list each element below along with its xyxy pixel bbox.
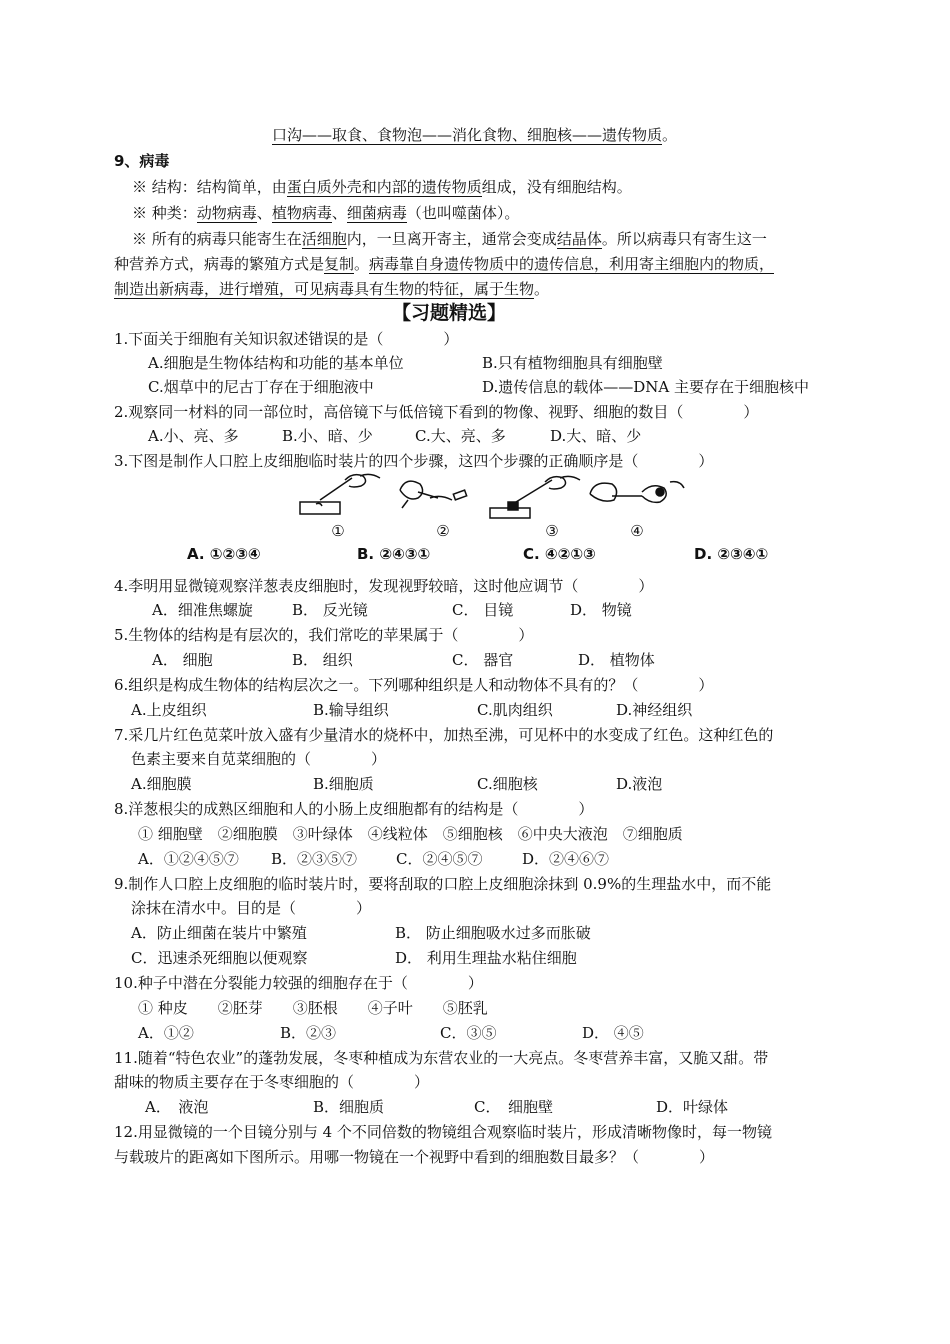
- virus-para2-u2: 病毒靠自身遗传物质中的遗传信息，利用寄主细胞内的物质，: [369, 255, 775, 273]
- question-8-option-b[interactable]: B．②③⑤⑦: [271, 850, 358, 868]
- virus-para-line1: [132, 228, 767, 250]
- question-10-option-a[interactable]: A．①②: [138, 1024, 194, 1042]
- virus-para2-u1: 复制: [324, 255, 355, 273]
- question-1-stem: 1.下面关于细胞有关知识叙述错误的是（ ）: [114, 330, 459, 348]
- question-9-option-d[interactable]: D． 利用生理盐水粘住细胞: [395, 949, 577, 967]
- step-4-label: ④: [630, 522, 644, 540]
- virus-para-line3: [114, 278, 549, 300]
- question-2-option-b[interactable]: B.小、暗、少: [282, 427, 373, 445]
- question-1-option-d[interactable]: D.遗传信息的载体——DNA 主要存在于细胞核中: [482, 378, 810, 396]
- question-10-option-b[interactable]: B．②③: [280, 1024, 337, 1042]
- question-11-option-b[interactable]: B．细胞质: [313, 1098, 385, 1116]
- virus-types-post: （也叫噬菌体）。: [406, 204, 520, 222]
- question-11-stem-cont: 甜味的物质主要存在于冬枣细胞的（ ）: [114, 1073, 430, 1091]
- virus-para-post: 。所以病毒只有寄生这一: [601, 230, 767, 248]
- question-7-stem: 7.采几片红色苋菜叶放入盛有少量清水的烧杯中，加热至沸，可见杯中的水变成了红色。这种红色的: [114, 726, 774, 744]
- question-5-option-c[interactable]: C． 器官: [452, 651, 514, 669]
- question-4-option-a[interactable]: A．细准焦螺旋: [152, 601, 253, 619]
- virus-type-animal: 动物病毒: [196, 204, 257, 222]
- virus-types-line: [132, 202, 519, 224]
- question-3-option-b[interactable]: B. ②④③①: [357, 545, 431, 563]
- step-1-label: ①: [331, 522, 345, 540]
- question-9-option-a[interactable]: A．防止细菌在装片中繁殖: [131, 924, 307, 942]
- question-12-stem-cont: 与载玻片的距离如下图所示。用哪一物镜在一个视野中看到的细胞数目最多？（ ）: [114, 1148, 715, 1166]
- question-1-option-b[interactable]: B.只有植物细胞具有细胞壁: [482, 354, 663, 372]
- q3-figure: [290, 470, 710, 542]
- step-4-drawing: [590, 482, 684, 503]
- virus-type-plant: 植物病毒: [271, 204, 332, 222]
- question-9-option-c[interactable]: C．迅速杀死细胞以便观察: [131, 949, 308, 967]
- question-4-option-b[interactable]: B． 反光镜: [292, 601, 368, 619]
- question-3-option-d[interactable]: D. ②③④①: [694, 545, 769, 563]
- virus-para3-end: 。: [534, 280, 550, 298]
- intro-underlined-text: 口沟——取食、食物泡——消化食物、细胞核——遗传物质: [272, 126, 663, 144]
- question-2-option-d[interactable]: D.大、暗、少: [550, 427, 642, 445]
- virus-para2-mid: 。: [354, 255, 370, 273]
- virus-para2-pre: 种营养方式，病毒的繁殖方式是: [114, 255, 325, 273]
- question-11-option-a[interactable]: A． 液泡: [145, 1098, 209, 1116]
- question-6-option-c[interactable]: C.肌肉组织: [477, 701, 553, 719]
- question-2-option-a[interactable]: A.小、亮、多: [148, 427, 239, 445]
- question-10-stem: 10.种子中潜在分裂能力较强的细胞存在于（ ）: [114, 974, 483, 992]
- virus-title: 9、病毒: [114, 152, 170, 170]
- section-title: 【习题精选】: [392, 302, 507, 324]
- question-4-stem: 4.李明用显微镜观察洋葱表皮细胞时，发现视野较暗，这时他应调节（ ）: [114, 577, 654, 595]
- question-11-option-c[interactable]: C． 细胞壁: [474, 1098, 553, 1116]
- virus-para-u2: 结晶体: [556, 230, 602, 248]
- dropper-icon: [320, 478, 352, 500]
- question-3-option-a[interactable]: A. ①②③④: [187, 545, 261, 563]
- question-10-option-c[interactable]: C．③⑤: [440, 1024, 497, 1042]
- question-4-option-d[interactable]: D． 物镜: [570, 601, 632, 619]
- question-6-option-a[interactable]: A.上皮组织: [131, 701, 207, 719]
- virus-structure-post: 组成，没有细胞结构。: [481, 178, 632, 196]
- question-5-stem: 5.生物体的结构是有层次的，我们常吃的苹果属于（ ）: [114, 626, 534, 644]
- intro-line: [272, 124, 677, 146]
- question-5-option-b[interactable]: B． 组织: [292, 651, 353, 669]
- virus-structure-underlined: 蛋白质外壳和内部的遗传物质: [286, 178, 482, 196]
- virus-para3-u: 制造出新病毒，进行增殖，可见病毒具有生物的特征，属于生物: [114, 280, 535, 298]
- question-8-items: ① 细胞壁 ②细胞膜 ③叶绿体 ④线粒体 ⑤细胞核 ⑥中央大液泡 ⑦细胞质: [138, 825, 683, 843]
- question-3-option-c[interactable]: C. ④②①③: [523, 545, 596, 563]
- question-5-option-d[interactable]: D． 植物体: [578, 651, 655, 669]
- question-1-option-c[interactable]: C.烟草中的尼古丁存在于细胞液中: [148, 378, 374, 396]
- virus-para-u1: 活细胞: [301, 230, 347, 248]
- step-2-label: ②: [436, 522, 450, 540]
- question-2-option-c[interactable]: C.大、亮、多: [415, 427, 506, 445]
- question-4-option-c[interactable]: C． 目镜: [452, 601, 514, 619]
- question-10-items: ① 种皮 ②胚芽 ③胚根 ④子叶 ⑤胚乳: [138, 999, 488, 1017]
- question-6-option-d[interactable]: D.神经组织: [616, 701, 693, 719]
- question-9-stem-cont: 涂抹在清水中。目的是（ ）: [131, 899, 372, 917]
- step-3-drawing: [490, 476, 580, 518]
- step-2-drawing: [400, 481, 467, 508]
- step-3-label: ③: [545, 522, 559, 540]
- virus-structure-line: [132, 176, 632, 198]
- virus-types-sep1: 、: [256, 204, 272, 222]
- question-11-option-d[interactable]: D．叶绿体: [656, 1098, 729, 1116]
- question-9-option-b[interactable]: B． 防止细胞吸水过多而胀破: [395, 924, 591, 942]
- virus-para-line2: [114, 253, 774, 275]
- question-12-stem: 12.用显微镜的一个目镜分别与 4 个不同倍数的物镜组合观察临时装片，形成清晰物像时，每一物镜: [114, 1123, 772, 1141]
- virus-structure-pre: ※ 结构：结构简单，由: [132, 178, 287, 196]
- question-3-stem: 3.下图是制作人口腔上皮细胞临时装片的四个步骤，这四个步骤的正确顺序是（ ）: [114, 452, 714, 470]
- question-1-option-a[interactable]: A.细胞是生物体结构和功能的基本单位: [148, 354, 404, 372]
- step-1-drawing: [300, 474, 380, 514]
- question-7-option-c[interactable]: C.细胞核: [477, 775, 538, 793]
- question-7-option-a[interactable]: A.细胞膜: [131, 775, 192, 793]
- question-6-stem: 6.组织是构成生物体的结构层次之一。下列哪种组织是人和动物体不具有的？（ ）: [114, 676, 714, 694]
- virus-types-pre: ※ 种类：: [132, 204, 197, 222]
- virus-types-sep2: 、: [331, 204, 347, 222]
- virus-para-mid: 内，一旦离开寄主，通常会变成: [346, 230, 557, 248]
- question-8-option-a[interactable]: A．①②④⑤⑦: [138, 850, 239, 868]
- question-11-stem: 11.随着“特色农业”的蓬勃发展，冬枣种植成为东营农业的一大亮点。冬枣营养丰富，又脆又甜。带: [114, 1049, 769, 1067]
- question-9-stem: 9.制作人口腔上皮细胞的临时装片时，要将刮取的口腔上皮细胞涂抹到 0.9%的生理盐水中，而不能: [114, 875, 772, 893]
- intro-end: 。: [662, 126, 678, 144]
- question-7-option-d[interactable]: D.液泡: [616, 775, 663, 793]
- question-8-option-d[interactable]: D．②④⑥⑦: [522, 850, 610, 868]
- question-7-stem-cont: 色素主要来自苋菜细胞的（ ）: [131, 750, 387, 768]
- question-6-option-b[interactable]: B.输导组织: [313, 701, 389, 719]
- question-5-option-a[interactable]: A． 细胞: [152, 651, 213, 669]
- question-7-option-b[interactable]: B.细胞质: [313, 775, 374, 793]
- virus-type-bacteria: 细菌病毒: [346, 204, 407, 222]
- question-2-stem: 2.观察同一材料的同一部位时，高倍镜下与低倍镜下看到的物像、视野、细胞的数目（ ）: [114, 403, 759, 421]
- question-10-option-d[interactable]: D． ④⑤: [582, 1024, 644, 1042]
- virus-para-pre: ※ 所有的病毒只能寄生在: [132, 230, 302, 248]
- question-8-option-c[interactable]: C．②④⑤⑦: [396, 850, 483, 868]
- question-8-stem: 8.洋葱根尖的成熟区细胞和人的小肠上皮细胞都有的结构是（ ）: [114, 800, 594, 818]
